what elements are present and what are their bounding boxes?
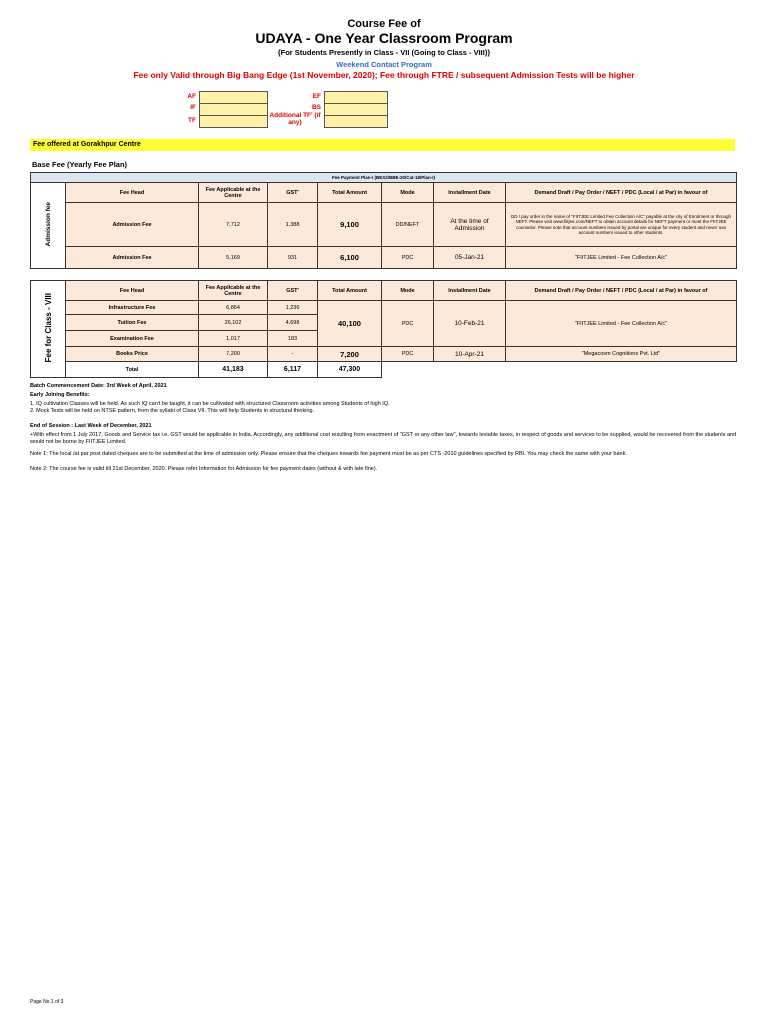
- col-installment-date: Installment Date: [434, 281, 506, 301]
- favour-cell: "FIITJEE Limited - Fee Collection A/c": [506, 247, 737, 269]
- fee-head-cell: Examination Fee: [66, 331, 199, 347]
- col-total-amount: Total Amount: [318, 281, 382, 301]
- col-total-amount: Total Amount: [318, 183, 382, 203]
- mode-cell: PDC: [382, 347, 434, 362]
- mode-cell: DD/NEFT: [382, 203, 434, 247]
- gst-cell: 1,236: [268, 301, 318, 315]
- date-cell: 10-Apr-21: [434, 347, 506, 362]
- fee-head-cell: Tuition Fee: [66, 315, 199, 331]
- early-joining-item-2: 2. Mock Tests will be held on NTSE pattern, from the syllabi of Class VII. This will help Students in structural thinking.: [30, 408, 315, 414]
- fee-head-cell: Admission Fee: [66, 247, 199, 269]
- group-favour-cell: "FIITJEE Limited - Fee Collection A/c": [506, 301, 737, 347]
- note-1: Note 1: The local /at par post dated cheques are to be submitted at the time of admission only. Please ensure that the cheques towards fee payment must be as per CTS -2010 guidelines specified by RBI. You may check the same with your bank.: [30, 451, 627, 457]
- fee-applicable-cell: 5,169: [199, 247, 268, 269]
- additional-tf-label: Additional TF' (if any): [269, 112, 321, 126]
- validity-note: Fee only Valid through Big Bang Edge (1st November, 2020); Fee through FTRE / subsequent Admission Tests will be higher: [133, 70, 635, 80]
- col-fee-head: Fee Head: [66, 183, 199, 203]
- gst-note: +With effect from 1 July 2017, Goods and Service tax i.e. GST would be applicable in India. Accordingly, any additional cost resulting from enactment of "GST or any other law", towards leviable taxes, in respect of goods and services to be supplied, would be recovered from the students and would not be borne by FIITJEE Limited.: [30, 432, 737, 445]
- total-row: [31, 362, 737, 378]
- fee-head-cell: Admission Fee: [66, 203, 199, 247]
- col-mode: Mode: [382, 183, 434, 203]
- program-title: UDAYA - One Year Classroom Program: [255, 30, 513, 46]
- program-type: Weekend Contact Program: [336, 60, 432, 69]
- col-fee-head: Fee Head: [66, 281, 199, 301]
- col-fee-applicable: Fee Applicable at the Centre: [199, 183, 268, 203]
- total-cell: 9,100: [318, 203, 382, 247]
- page-number: Page No.1 of 3: [30, 999, 64, 1005]
- total-amount-cell: 47,300: [318, 362, 382, 378]
- favour-cell: DD / pay order in the name of "FIITJEE Limited Fee Collection A/C" payable at the city of Enrolment or through NEFT. Please visit www.fiitjee.com/NEFT to obtain account details for NEFT payment or meet the FIITJEE counselor. Please note that account numbers issued by portal are unique for every student and never use account numbers issued to other students.: [506, 203, 737, 247]
- col-installment-date: Installment Date: [434, 183, 506, 203]
- early-joining-item-1: 1. IQ cultivation Classes will be held. As such IQ can't be taught, it can be cultivated with structured Classroom activities among Students of high IQ.: [30, 401, 390, 407]
- group-mode-cell: PDC: [382, 301, 434, 347]
- total-cell: 7,200: [318, 347, 382, 362]
- early-joining-heading: Early Joining Benefits:: [30, 392, 90, 398]
- col-favour: Demand Draft / Pay Order / NEFT / PDC (Local / at Par) in favour of: [506, 281, 737, 301]
- total-fee-applicable-cell: 41,183: [199, 362, 268, 378]
- gst-cell: 931: [268, 247, 318, 269]
- table-row: [31, 301, 737, 315]
- note-2: Note 2: The course fee is valid till 21st December, 2020. Please refer Information for Admission for fee payment dates (without & with late fine).: [30, 466, 378, 472]
- group-total-cell: 40,100: [318, 301, 382, 347]
- tf-field[interactable]: [199, 115, 268, 128]
- centre-bar: Fee offered at Gorakhpur Centre: [30, 139, 735, 151]
- gst-cell: 1,388: [268, 203, 318, 247]
- gst-cell: 4,698: [268, 315, 318, 331]
- col-gst: GST': [268, 281, 318, 301]
- fee-applicable-cell: 26,102: [199, 315, 268, 331]
- class-side-label: Fee for Class - VIII: [43, 293, 53, 363]
- table-row: [31, 247, 737, 269]
- base-fee-label: Base Fee (Yearly Fee Plan): [32, 160, 128, 169]
- end-of-session: End of Session : Last Week of December, 2021: [30, 423, 152, 429]
- course-fee-heading: Course Fee of: [347, 18, 421, 30]
- col-fee-applicable: Fee Applicable at the Centre: [199, 281, 268, 301]
- batch-commencement: Batch Commencement Date: 3rd Week of April, 2021: [30, 383, 167, 389]
- gst-cell: -: [268, 347, 318, 362]
- total-cell: 6,100: [318, 247, 382, 269]
- fee-head-cell: Books Price: [66, 347, 199, 362]
- students-note: {For Students Presently in Class - VII (Going to Class - VIII)}: [277, 48, 491, 57]
- col-mode: Mode: [382, 281, 434, 301]
- plan-title: Fee Payment Plan-I (BES2/BBE-20/Cat-18/Plan-I): [31, 173, 737, 183]
- table-row: [31, 347, 737, 362]
- admission-side-label-cell: [31, 183, 66, 269]
- mode-cell: PDC: [382, 247, 434, 269]
- col-gst: GST': [268, 183, 318, 203]
- tf-label: TF: [188, 117, 196, 124]
- fee-applicable-cell: 7,200: [199, 347, 268, 362]
- group-date-cell: 10-Feb-21: [434, 301, 506, 347]
- date-cell: 05-Jan-21: [434, 247, 506, 269]
- total-gst-cell: 6,117: [268, 362, 318, 378]
- admission-fee-table: [30, 172, 737, 269]
- additional-tf-field[interactable]: [324, 115, 388, 128]
- gst-cell: 183: [268, 331, 318, 347]
- fee-applicable-cell: 1,017: [199, 331, 268, 347]
- af-label: AF: [187, 93, 196, 100]
- if-label: IF: [190, 104, 196, 111]
- col-favour: Demand Draft / Pay Order / NEFT / PDC (Local / at Par) in favour of: [506, 183, 737, 203]
- class-fee-table: [30, 280, 737, 378]
- class-side-label-cell: [31, 281, 66, 378]
- table-row: [31, 203, 737, 247]
- ef-label: EF: [312, 93, 321, 100]
- total-label-cell: Total: [66, 362, 199, 378]
- fee-head-cell: Infrastructure Fee: [66, 301, 199, 315]
- favour-cell: "Megacosm Cognitions Pvt. Ltd": [506, 347, 737, 362]
- date-cell: At the time of Admission: [434, 203, 506, 247]
- bs-label: BS: [311, 104, 321, 111]
- fee-applicable-cell: 7,712: [199, 203, 268, 247]
- admission-side-label: Admission fee: [44, 202, 52, 247]
- fee-applicable-cell: 6,864: [199, 301, 268, 315]
